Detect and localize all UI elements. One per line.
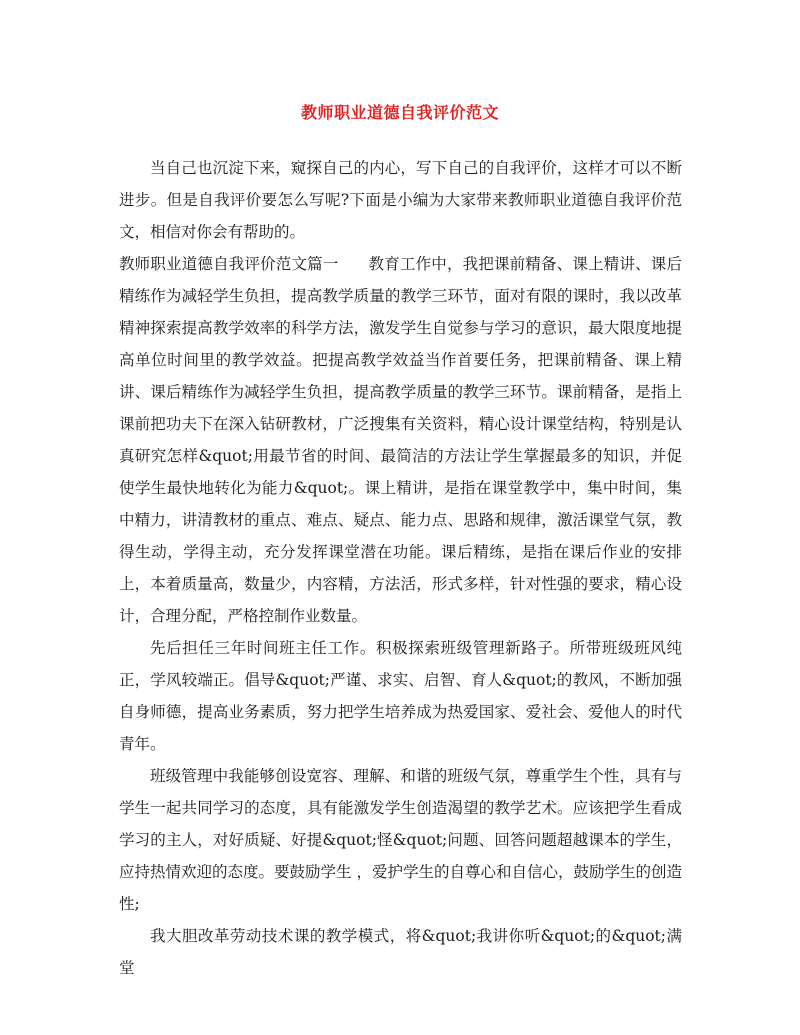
document-body <box>119 152 682 984</box>
class-teacher-paragraph: 先后担任三年时间班主任工作。积极探索班级管理新路子。所带班级班风纯正，学风较端正。倡导&quot;严谨、求实、启智、育人&quot;的教风，不断加强自身师德，提高业务素质，努力把学生培养成为热爱国家、爱社会、爱他人的时代青年。 <box>119 639 682 753</box>
intro-paragraph: 当自己也沉淀下来，窥探自己的内心，写下自己的自我评价，这样才可以不断进步。但是自我评价要怎么写呢?下面是小编为大家带来教师职业道德自我评价范文，相信对你会有帮助的。 <box>119 159 682 241</box>
section-one-text: 教育工作中，我把课前精备、课上精讲、课后精练作为减轻学生负担，提高教学质量的教学三环节，面对有限的课时，我以改革精神探索提高教学效率的科学方法，激发学生自觉参与学习的意识，最大限度地提高单位时间里的教学效益。把提高教学效益当作首要任务，把课前精备、课上精讲、课后精练作为减轻学生负担，提高教学质量的教学三环节。课前精备，是指上课前把功夫下在深入钻研教材，广泛搜集有关资料，精心设计课堂结构，特别是认真研究怎样&quot;用最节省的时间、最简洁的方法让学生掌握最多的知识，并促使学生最快地转化为能力&quot;。课上精讲，是指在课堂教学中，集中时间，集中精力，讲清教材的重点、难点、疑点、能力点、思路和规律，激活课堂气氛，教得生动，学得主动，充分发挥课堂潜在功能。课后精练，是指在课后作业的安排上，本着质量高，数量少，内容精，方法活，形式多样，针对性强的要求，精心设计，合理分配，严格控制作业数量。 <box>119 255 682 625</box>
document-title: 教师职业道德自我评价范文 <box>300 103 499 122</box>
section-heading: 教师职业道德自我评价范文篇一 <box>119 255 339 273</box>
class-management-paragraph: 班级管理中我能够创设宽容、理解、和谐的班级气氛，尊重学生个性，具有与学生一起共同学习的态度，具有能激发学生创造渴望的教学艺术。应该把学生看成学习的主人，对好质疑、好提&quot;怪&quot;问题、回答问题超越课本的学生，应持热情欢迎的态度。要鼓励学生 ，爱护学生的自尊心和自信心，鼓励学生的创造性; <box>119 767 682 913</box>
reform-paragraph: 我大胆改革劳动技术课的教学模式，将&quot;我讲你听&quot;的&quot;满堂 <box>119 927 682 977</box>
section-one-paragraph <box>119 248 682 632</box>
